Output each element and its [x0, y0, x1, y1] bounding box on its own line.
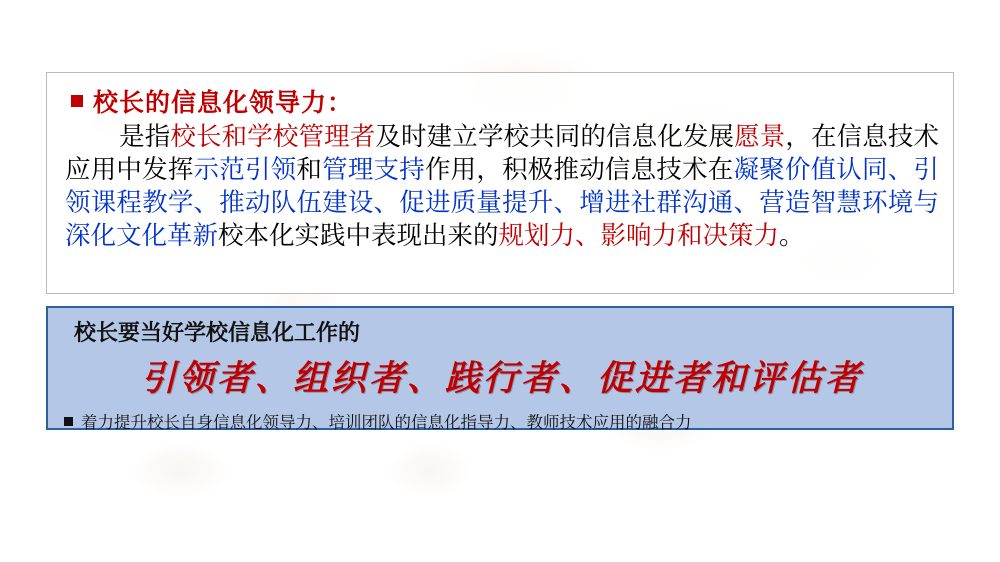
definition-panel: [46, 72, 954, 294]
roles-list: 引领者、组织者、践行者、促进者和评估者: [140, 358, 863, 399]
paragraph-segment: 和: [296, 155, 323, 186]
definition-heading-row: [65, 83, 939, 119]
paragraph-segment: 凝聚价值认同、引领课程教学、推动队伍建设、促进质量提升、增进社群沟通、营造智慧环境与深化文化革新: [65, 155, 939, 252]
roles-lead-line: 校长要当好学校信息化工作的: [74, 321, 361, 346]
paragraph-segment: 及时建立学校共同的信息化发展: [375, 122, 735, 152]
paragraph-segment: 规划力、影响力和决策力: [498, 221, 780, 252]
paragraph-segment: 校长和学校管理者: [170, 122, 376, 152]
roles-panel: [46, 306, 954, 430]
square-bullet-icon: [64, 417, 73, 426]
paragraph-segment: 管理支持: [322, 155, 425, 186]
definition-heading: 校长的信息化领导力：: [93, 88, 354, 117]
paragraph-segment: 。: [779, 221, 805, 252]
definition-paragraph: [65, 121, 939, 254]
roles-note-row: [62, 409, 942, 433]
paragraph-segment: 是指: [119, 122, 171, 152]
paragraph-segment: 校本化实践中表现出来的: [218, 221, 499, 252]
paragraph-segment: 作用，积极推动信息技术在: [424, 155, 734, 186]
square-bullet-icon: [71, 95, 83, 107]
paragraph-segment: ，在信息技术应用中发挥: [65, 122, 939, 186]
paragraph-segment: 愿景: [734, 122, 786, 152]
paragraph-segment: 示范引领: [193, 155, 297, 186]
roles-note: 着力提升校长自身信息化领导力、培训团队的信息化指导力、教师技术应用的融合力: [81, 413, 692, 432]
